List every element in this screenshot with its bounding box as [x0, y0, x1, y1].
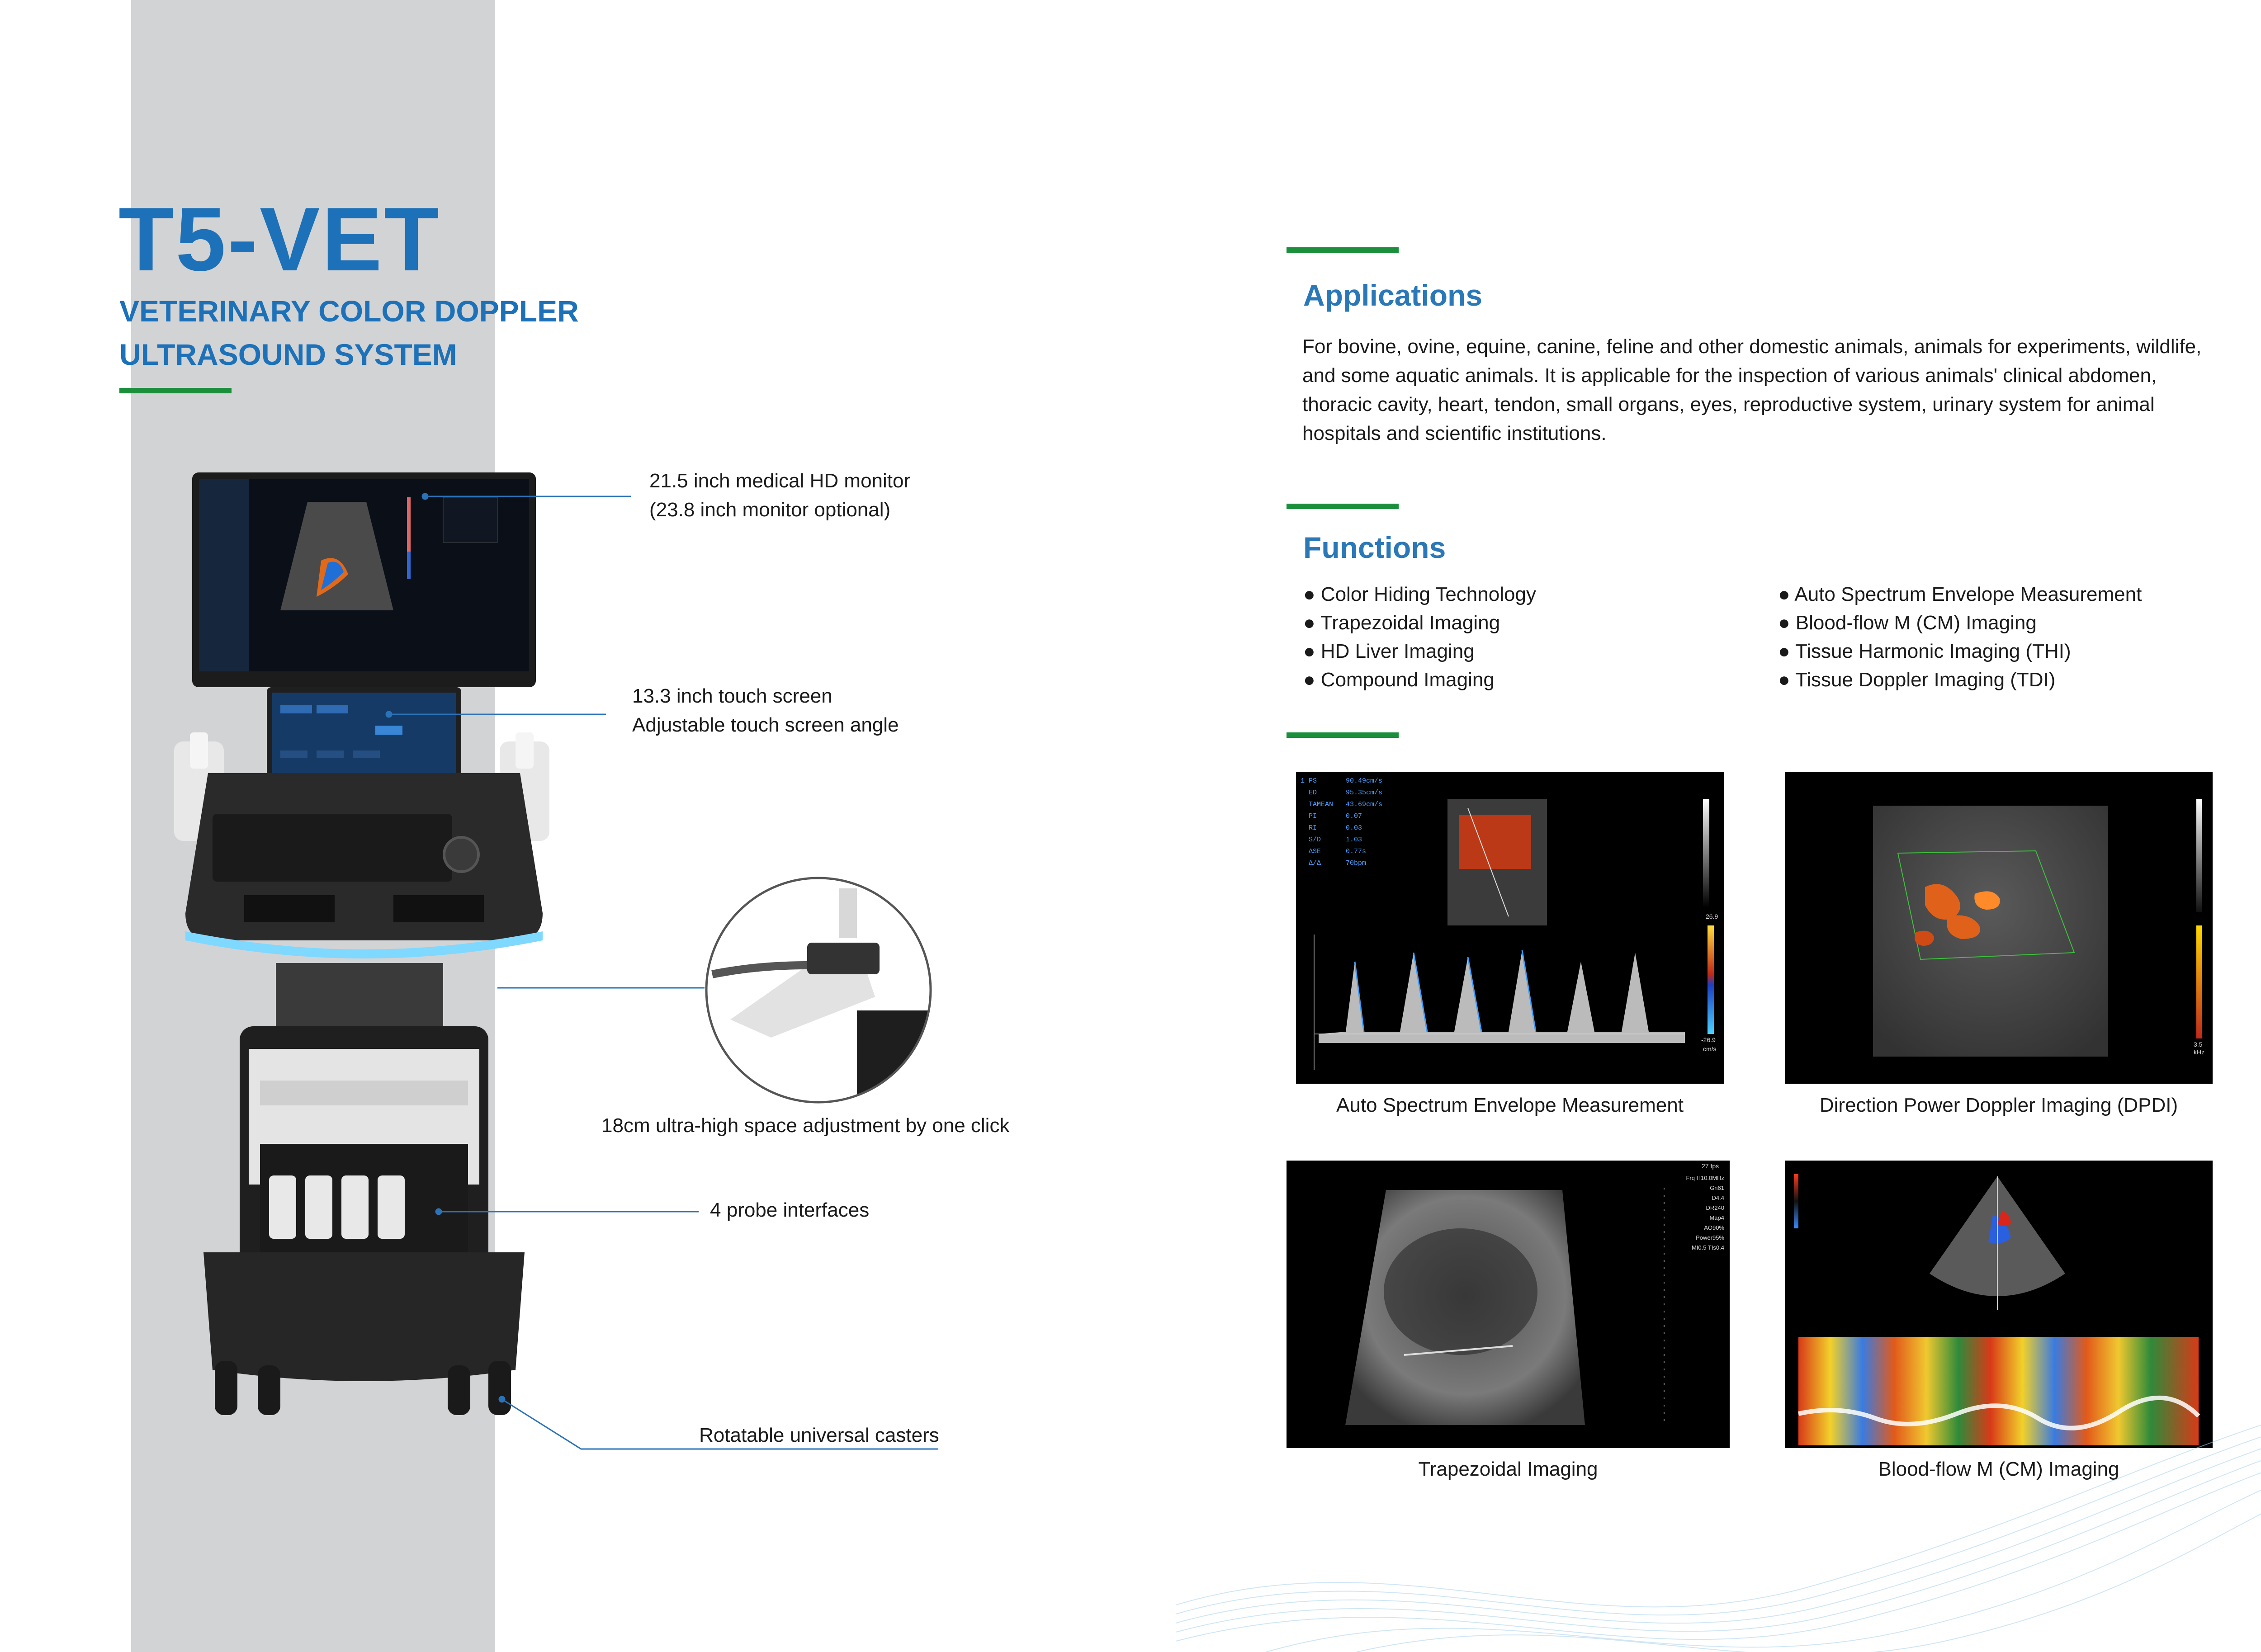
readout-key: ΔSE	[1309, 848, 1321, 855]
applications-title: Applications	[1303, 278, 1483, 312]
subtitle-line-2: ULTRASOUND SYSTEM	[119, 338, 457, 371]
spectrum-readout	[1301, 775, 1382, 869]
readout-value: 0.07	[1346, 812, 1362, 820]
product-model-title: T5-VET	[118, 189, 441, 290]
caption-dpdi: Direction Power Doppler Imaging (DPDI)	[1819, 1094, 2178, 1116]
functions-title: Functions	[1303, 531, 1446, 564]
callout-monitor	[649, 467, 910, 524]
readout-value: 90.49cm/s	[1346, 777, 1383, 785]
spectrum-image-panel	[1296, 772, 1724, 1084]
callout-casters	[699, 1421, 939, 1450]
readout-value: 70bpm	[1346, 859, 1367, 867]
function-item: ● Trapezoidal Imaging	[1303, 612, 1500, 634]
function-item: ● Compound Imaging	[1303, 669, 1495, 691]
callout-monitor-line2: (23.8 inch monitor optional)	[649, 499, 891, 521]
function-item: ● Color Hiding Technology	[1303, 583, 1536, 605]
caption-cm: Blood-flow M (CM) Imaging	[1878, 1458, 2119, 1480]
readout-key: RI	[1309, 824, 1317, 832]
callout-touch-line2: Adjustable touch screen angle	[632, 714, 899, 736]
dpdi-scale-unit: kHz	[2194, 1048, 2205, 1056]
param-row: Map4	[1709, 1214, 1724, 1221]
function-item: ● Auto Spectrum Envelope Measurement	[1778, 583, 2142, 605]
caption-trapezoidal: Trapezoidal Imaging	[1418, 1458, 1598, 1480]
caption-spectrum: Auto Spectrum Envelope Measurement	[1336, 1094, 1684, 1116]
scale-unit-label: cm/s	[1703, 1045, 1717, 1053]
functions-list-left	[1303, 580, 1536, 694]
functions-list-right	[1778, 580, 2142, 694]
param-row: Gn61	[1710, 1185, 1724, 1191]
scale-bottom-label: -26.9	[1701, 1036, 1716, 1043]
param-row: Frq H10.0MHz	[1686, 1175, 1724, 1181]
trap-fps: 27 fps	[1702, 1162, 1719, 1170]
trap-params	[1679, 1173, 1724, 1253]
callout-height-adjustment	[601, 1111, 1009, 1140]
callout-monitor-line1: 21.5 inch medical HD monitor	[649, 470, 911, 492]
dpdi-scale-bottom: 3.5	[2194, 1041, 2203, 1048]
readout-key: ED	[1309, 789, 1317, 797]
callout-touch-line1: 13.3 inch touch screen	[632, 685, 833, 707]
images-divider	[1287, 732, 1399, 738]
readout-key: PI	[1309, 812, 1317, 820]
callout-height-line1: 18cm ultra-high space adjustment by one click	[601, 1114, 1010, 1137]
param-row: AO90%	[1704, 1224, 1724, 1231]
dpdi-image-panel	[1785, 772, 2213, 1084]
readout-key: 1 PS	[1301, 777, 1317, 785]
param-row: MI0.5 TIs0.4	[1691, 1244, 1724, 1251]
readout-key: S/D	[1309, 836, 1321, 844]
function-item: ● Tissue Harmonic Imaging (THI)	[1778, 640, 2071, 662]
callout-probe-line1: 4 probe interfaces	[710, 1199, 870, 1221]
readout-value: 0.03	[1346, 824, 1362, 832]
decorative-wave-lines	[1176, 1334, 2261, 1652]
function-item: ● HD Liver Imaging	[1303, 640, 1475, 662]
readout-value: 1.03	[1346, 836, 1362, 844]
readout-key: Δ/Δ	[1309, 859, 1321, 867]
subtitle-line-1: VETERINARY COLOR DOPPLER	[119, 294, 579, 328]
readout-key: TAMEAN	[1309, 801, 1334, 808]
readout-value: 95.35cm/s	[1346, 789, 1383, 797]
function-item: ● Blood-flow M (CM) Imaging	[1778, 612, 2037, 634]
param-row: DR240	[1706, 1204, 1724, 1211]
param-row: Power95%	[1696, 1234, 1724, 1241]
callout-touch-screen	[632, 682, 899, 740]
callout-probe-interfaces	[710, 1196, 869, 1225]
scale-top-label: 26.9	[1706, 913, 1718, 920]
param-row: D4.4	[1712, 1194, 1724, 1201]
applications-body: For bovine, ovine, equine, canine, feline and other domestic animals, animals for experiments, wildlife, and some aquatic animals. It is applicable for the inspection of various animals' clinical abdomen, thoracic cavity, heart, tendon, small organs, eyes, reproductive system, urinary system for animal hospitals and scientific institutions.	[1302, 335, 2202, 444]
readout-value: 0.77s	[1346, 848, 1367, 855]
readout-value: 43.69cm/s	[1346, 801, 1383, 808]
callout-casters-line1: Rotatable universal casters	[699, 1424, 939, 1446]
function-item: ● Tissue Doppler Imaging (TDI)	[1778, 669, 2056, 691]
applications-divider	[1287, 247, 1399, 253]
functions-divider	[1287, 504, 1399, 509]
